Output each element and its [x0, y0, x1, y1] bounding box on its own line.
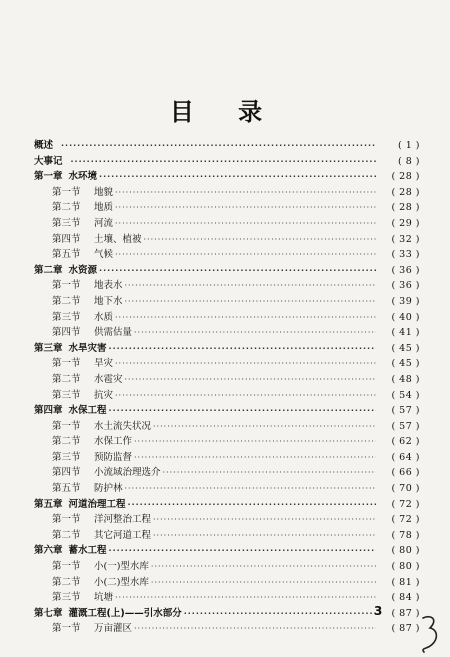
toc-entry-name: 河道治理工程: [68, 498, 126, 510]
toc-entry-name: 水资源: [68, 264, 98, 276]
toc-entry-section: 第四节: [52, 233, 81, 245]
toc-entry-page: ( 36 ): [391, 280, 420, 292]
toc-entry-page: ( 80 ): [391, 545, 420, 557]
toc-entry-name: 预防监督: [94, 451, 133, 463]
toc-entry-page: ( 72 ): [391, 498, 420, 510]
toc-entry-title: [34, 372, 376, 388]
toc-entry-page: ( 29 ): [391, 217, 420, 229]
toc-entry-title: [34, 621, 376, 637]
toc-entry-title: [34, 200, 376, 216]
toc-entry-section: 概述: [34, 140, 54, 151]
handwritten-mark: [418, 614, 442, 654]
toc-entry-title: [34, 559, 376, 575]
toc-entry-section: 第五章: [34, 498, 63, 510]
toc-entry-section: 第二节: [52, 436, 81, 448]
toc-section-entry: [34, 465, 420, 481]
toc-entry-title: [34, 232, 376, 248]
toc-entry-page: ( 57 ): [391, 405, 420, 417]
toc-entry-name: 水环境: [68, 171, 98, 183]
toc-entry-name: 抗灾: [94, 389, 114, 401]
toc-entry-section: 第五节: [52, 483, 81, 495]
toc-entry-name: 地质: [94, 202, 114, 214]
toc-entry-name: 供需估量: [94, 327, 133, 339]
toc-entry-section: 第一节: [52, 514, 81, 526]
toc-chapter-entry: [34, 341, 420, 357]
toc-entry-section: 第一节: [52, 358, 81, 370]
toc-section-entry: [34, 434, 420, 450]
toc-section-entry: [34, 575, 420, 591]
toc-section-entry: [34, 481, 420, 497]
toc-entry-section: 第三节: [52, 451, 81, 463]
toc-chapter-entry: [34, 497, 420, 513]
toc-section-entry: [34, 294, 420, 310]
toc-entry-title: [34, 497, 376, 513]
toc-section-entry: [34, 559, 420, 575]
toc-entry-section: 第三节: [52, 217, 81, 229]
toc-entry-section: 第三节: [52, 389, 81, 401]
toc-entry-title: [34, 169, 376, 185]
toc-entry-title: [34, 481, 376, 497]
toc-chapter-entry: [34, 263, 420, 279]
toc-section-entry: [34, 185, 420, 201]
toc-entry-section: 第四节: [52, 327, 81, 339]
toc-entry-name: 水保工程: [68, 405, 107, 417]
toc-entry-title: [34, 590, 376, 606]
toc-entry-page: ( 1 ): [398, 140, 420, 151]
toc-section-entry: [34, 372, 420, 388]
toc-section-entry: [34, 278, 420, 294]
page-title: 目 录: [169, 98, 281, 126]
toc-entry-title: [34, 216, 376, 232]
toc-entry-page: ( 80 ): [391, 561, 420, 573]
toc-entry-title: [34, 310, 376, 326]
toc-entry-name: 小流域治理选介: [94, 467, 161, 479]
toc-entry-page: ( 39 ): [391, 295, 420, 307]
toc-entry-name: 万亩灌区: [94, 623, 133, 635]
toc-entry-section: 第四节: [52, 467, 81, 479]
toc-entry-title: [34, 606, 376, 622]
toc-entry-name: 河流: [94, 217, 114, 229]
toc-entry-name: 水土流失状况: [94, 420, 152, 432]
toc-entry-page: ( 64 ): [391, 451, 420, 463]
toc-entry-section: 第二节: [52, 202, 81, 214]
toc-entry-name: 蓄水工程: [68, 545, 107, 557]
toc-entry-name: 其它河道工程: [94, 529, 152, 541]
toc-chapter-entry: [34, 543, 420, 559]
toc-entry-title: [34, 185, 376, 201]
toc-entry-title: [34, 356, 376, 372]
toc-entry-title: [34, 465, 376, 481]
toc-entry-title: [34, 341, 376, 357]
toc-entry-title: [34, 325, 376, 341]
toc-entry-page: ( 40 ): [391, 311, 420, 323]
toc-entry-title: [34, 388, 376, 404]
toc-entry-section: 第三节: [52, 311, 81, 323]
toc-entry-page: ( 84 ): [391, 592, 420, 604]
toc-section-entry: [34, 247, 420, 263]
toc-entry-name: 旱灾: [94, 358, 114, 370]
toc-entry-name: 坑塘: [94, 592, 114, 604]
toc-entry-title: [34, 419, 376, 435]
toc-entry-section: 第二节: [52, 576, 81, 588]
toc-entry-name: 水保工作: [94, 436, 133, 448]
toc-entry-title: [34, 138, 376, 154]
toc-entry-title: [34, 543, 376, 559]
toc-entry-name: 地下水: [94, 295, 123, 307]
toc-entry-page: ( 41 ): [391, 327, 420, 339]
toc-entry-page: ( 62 ): [391, 436, 420, 448]
toc-entry-page: ( 28 ): [391, 171, 420, 183]
toc-entry-page: ( 36 ): [391, 264, 420, 276]
toc-section-entry: [34, 200, 420, 216]
toc-chapter-entry: [34, 169, 420, 185]
toc-entry-name: 小(二)型水库: [94, 576, 149, 588]
toc-entry-name: 灌溉工程(上)——引水部分: [68, 607, 182, 619]
toc-entry-page: ( 81 ): [391, 576, 420, 588]
toc-entry-section: 第一节: [52, 280, 81, 292]
toc-entry-section: 第二章: [34, 264, 63, 276]
toc-section-entry: [34, 621, 420, 637]
toc-entry-page: ( 70 ): [391, 483, 420, 495]
toc-section-entry: [34, 528, 420, 544]
toc-entry-page: ( 32 ): [391, 233, 420, 245]
toc-entry-page: ( 48 ): [391, 373, 420, 385]
toc-entry-name: 洋河整治工程: [94, 514, 152, 526]
toc-entry-page: ( 8 ): [398, 155, 420, 167]
toc-entry-title: [34, 247, 376, 263]
toc-entry-page: ( 45 ): [391, 342, 420, 354]
toc-entry-name: 防护林: [94, 483, 123, 495]
toc-section-entry: [34, 325, 420, 341]
toc-entry-name: 水旱灾害: [68, 342, 107, 354]
toc-entry-page: ( 45 ): [391, 358, 420, 370]
toc-entry-name: 土壤、植被: [94, 233, 142, 245]
toc-chapter-entry: [34, 138, 420, 154]
toc-entry-section: 第一章: [34, 171, 63, 183]
toc-entry-page: ( 54 ): [391, 389, 420, 401]
toc-entry-section: 第五节: [52, 249, 81, 261]
toc-entry-page: ( 87 ): [391, 623, 420, 635]
toc-entry-name: 小(一)型水库: [94, 561, 149, 573]
toc-entry-page: ( 57 ): [391, 420, 420, 432]
toc-entry-name: 地貌: [94, 186, 114, 198]
table-of-contents: [34, 138, 420, 637]
toc-section-entry: [34, 216, 420, 232]
toc-chapter-entry: [34, 403, 420, 419]
toc-entry-name: 水质: [94, 311, 114, 323]
toc-entry-title: [34, 450, 376, 466]
toc-section-entry: [34, 512, 420, 528]
toc-section-entry: [34, 450, 420, 466]
toc-entry-section: 第二节: [52, 295, 81, 307]
toc-entry-page: ( 33 ): [391, 249, 420, 261]
toc-entry-section: 第一节: [52, 561, 81, 573]
toc-chapter-entry: [34, 606, 420, 622]
toc-entry-title: [34, 434, 376, 450]
toc-entry-section: 第三章: [34, 342, 63, 354]
toc-entry-section: 第二节: [52, 529, 81, 541]
toc-chapter-entry: [34, 154, 420, 170]
toc-entry-section: 第四章: [34, 405, 63, 417]
toc-entry-page: ( 28 ): [391, 186, 420, 198]
toc-entry-title: [34, 278, 376, 294]
toc-entry-section: 第七章: [34, 607, 63, 619]
toc-section-entry: [34, 419, 420, 435]
toc-entry-page: ( 78 ): [391, 529, 420, 541]
toc-entry-page: ( 72 ): [391, 514, 420, 526]
toc-entry-page: ( 66 ): [391, 467, 420, 479]
toc-section-entry: [34, 590, 420, 606]
toc-section-entry: [34, 388, 420, 404]
toc-entry-title: [34, 528, 376, 544]
toc-entry-title: [34, 512, 376, 528]
toc-entry-name: 气候: [94, 249, 114, 261]
toc-entry-section: 第六章: [34, 545, 63, 557]
toc-entry-section: 第一节: [52, 623, 81, 635]
toc-entry-title: [34, 294, 376, 310]
toc-section-entry: [34, 310, 420, 326]
toc-entry-section: 第一节: [52, 420, 81, 432]
toc-section-entry: [34, 232, 420, 248]
toc-entry-title: [34, 575, 376, 591]
toc-entry-title: [34, 403, 376, 419]
toc-entry-name: 水雹灾: [94, 373, 123, 385]
page-number: 3: [374, 604, 383, 618]
toc-entry-section: 第二节: [52, 373, 81, 385]
toc-entry-section: 大事记: [34, 155, 63, 167]
toc-entry-section: 第一节: [52, 186, 81, 198]
toc-entry-name: 地表水: [94, 280, 123, 292]
toc-entry-section: 第三节: [52, 592, 81, 604]
toc-entry-page: ( 28 ): [391, 202, 420, 214]
toc-section-entry: [34, 356, 420, 372]
toc-entry-page: ( 87 ): [391, 607, 420, 619]
toc-entry-title: [34, 154, 376, 170]
toc-entry-title: [34, 263, 376, 279]
